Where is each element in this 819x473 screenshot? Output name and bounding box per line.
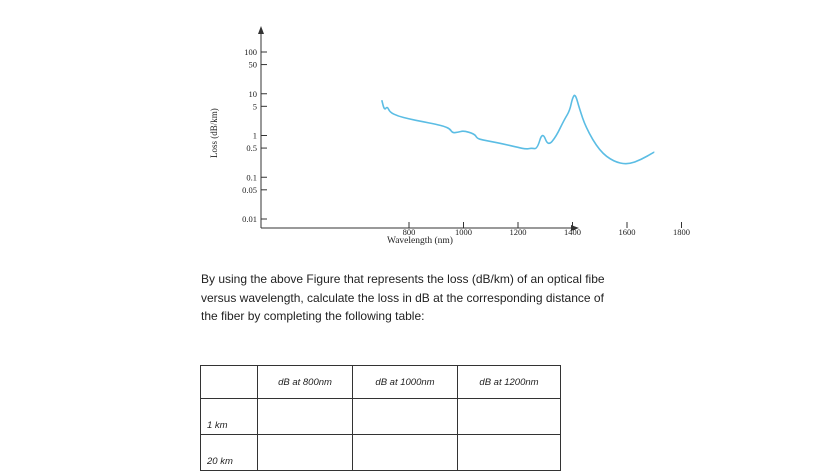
table-row — [201, 435, 561, 471]
header-1000nm: dB at 1000nm — [353, 366, 458, 399]
x-tick-label: 1600 — [618, 227, 636, 237]
table-cell[interactable] — [353, 435, 458, 471]
y-tick-group — [242, 47, 267, 224]
paragraph-line: By using the above Figure that represents the loss (dB/km) of an optical fibe — [201, 272, 605, 286]
y-tick-label: 100 — [244, 47, 257, 57]
y-tick-label: 1 — [252, 130, 257, 141]
paragraph-line: the fiber by completing the following table: — [201, 309, 425, 323]
x-tick-group — [403, 222, 690, 237]
header-1200nm: dB at 1200nm — [458, 366, 561, 399]
question-paragraph — [201, 270, 611, 326]
table-header-row — [201, 366, 561, 399]
table-cell[interactable] — [353, 399, 458, 435]
table-row — [201, 399, 561, 435]
table-corner-cell — [201, 366, 258, 399]
paragraph-line: versus wavelength, calculate the loss in dB at the corresponding distance of — [201, 290, 604, 305]
x-tick-label: 1000 — [455, 227, 472, 237]
y-axis-arrow — [258, 26, 264, 34]
y-tick-label: 0.01 — [242, 214, 257, 224]
row-label-1km: 1 km — [201, 399, 258, 435]
table-cell[interactable] — [258, 399, 353, 435]
table-cell[interactable] — [458, 435, 561, 471]
table-cell[interactable] — [258, 435, 353, 471]
y-tick-label: 0.1 — [246, 172, 257, 183]
y-axis-label: Loss (dB/km) — [209, 108, 219, 158]
y-tick-label: 0.05 — [242, 184, 257, 195]
table-cell[interactable] — [458, 399, 561, 435]
x-tick-label: 1400 — [564, 227, 581, 237]
chart-axes — [258, 26, 579, 231]
x-tick-label: 1200 — [509, 227, 527, 237]
x-axis-label: Wavelength (nm) — [387, 236, 453, 246]
row-label-20km: 20 km — [201, 435, 258, 471]
header-800nm: dB at 800nm — [258, 366, 353, 399]
y-tick-label: 0.5 — [246, 143, 257, 154]
y-tick-label: 50 — [248, 59, 257, 70]
x-tick-label: 1800 — [673, 227, 690, 237]
y-tick-label: 10 — [248, 88, 257, 99]
y-axis-label-wrap — [205, 100, 227, 160]
y-tick-label: 5 — [252, 101, 257, 112]
loss-table — [200, 365, 561, 471]
x-tick-label: 800 — [402, 227, 416, 237]
loss-curve — [382, 95, 655, 163]
